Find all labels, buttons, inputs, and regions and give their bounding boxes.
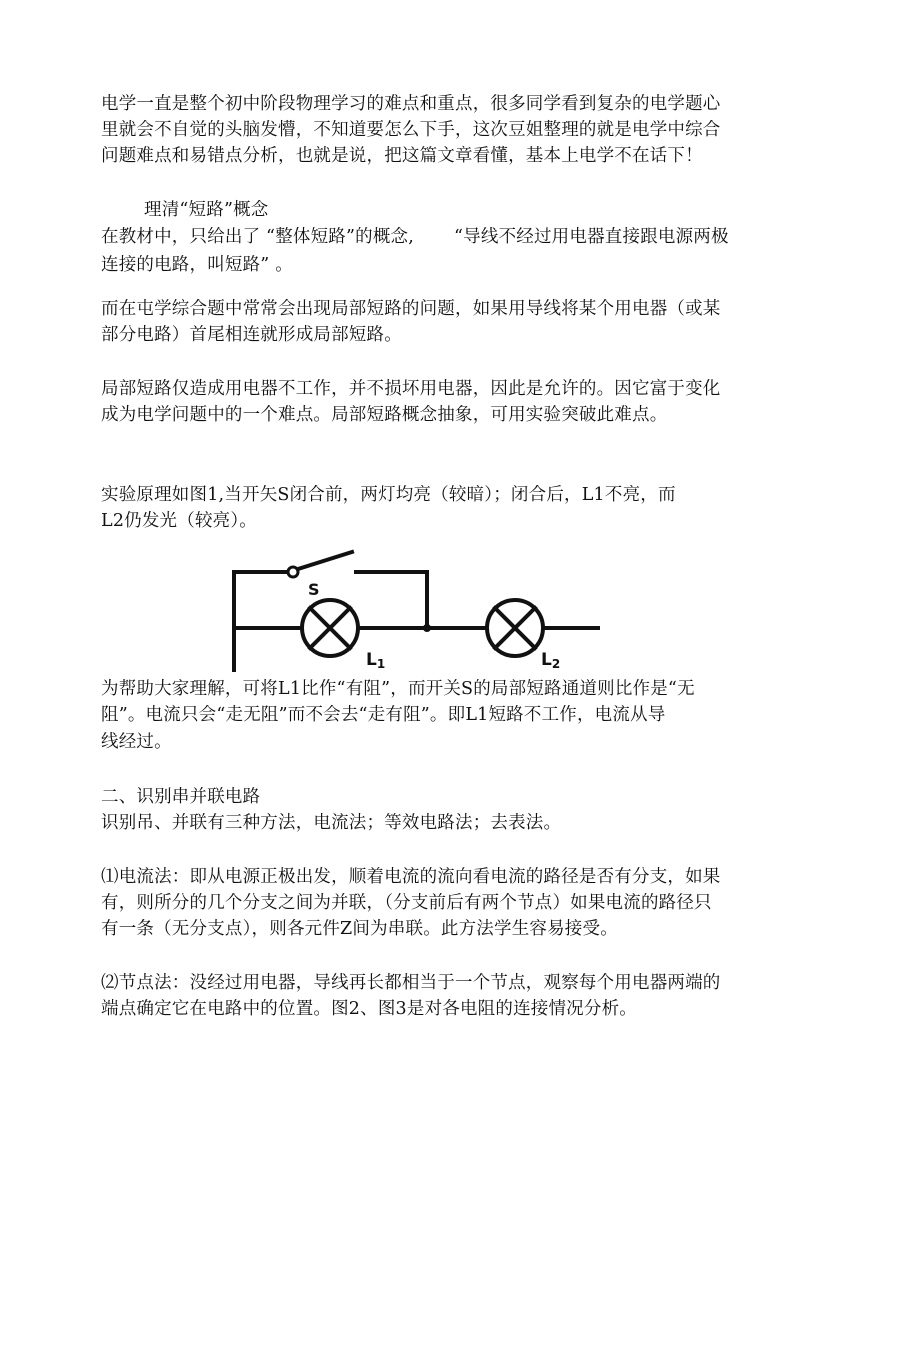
text-line: 部分电路）首尾相连就形成局部短路。	[101, 325, 402, 345]
lamp2-label: L2	[541, 650, 561, 671]
text-line: 而在屯学综合题中常常会出现局部短路的问题，如果用导线将某个用电器（或某	[101, 299, 721, 319]
junction-node	[423, 624, 431, 632]
text-line: 里就会不自觉的头脑发懵，不知道要怎么下手，这次豆姐整理的就是电学中综合	[101, 120, 721, 140]
text-line: ⑵节点法：没经过用电器，导线再长都相当于一个节点，观察每个用电器两端的	[101, 973, 721, 993]
text-line: 端点确定它在电路中的位置。图2、图3是对各电阻的连接情况分析。	[101, 999, 637, 1019]
text-line: 实验原理如图1,当开矢S闭合前，两灯均亮（较暗）；闭合后，L1不亮，而	[101, 485, 676, 505]
text-line: 识别吊、并联有三种方法，电流法；等效电路法；去表法。	[101, 813, 562, 833]
circuit-diagram-figure-1	[228, 545, 600, 672]
section-heading: 理清“短路”概念	[144, 200, 269, 220]
text-line: 连接的电路，叫短路” 。	[101, 255, 293, 275]
text-line: 局部短路仅造成用电器不工作，并不损坏用电器，因此是允许的。因它富于变化	[101, 379, 721, 399]
text-line: 成为电学问题中的一个难点。局部短路概念抽象，可用实验突破此难点。	[101, 405, 668, 425]
text-line: L2仍发光（较亮）。	[101, 511, 258, 531]
text-line: 阻”。电流只会“走无阻”而不会去“走有阻”。即L1短路不工作，电流从导	[101, 705, 666, 725]
text-line: 线经过。	[101, 732, 172, 752]
text-line: 有，则所分的几个分支之间为并联，（分支前后有两个节点）如果电流的路径只	[101, 893, 712, 913]
switch-label: S	[308, 580, 320, 599]
lamp1-label: L1	[366, 650, 386, 671]
section-heading: 二、识别串并联电路	[101, 787, 261, 807]
text-line: 为帮助大家理解，可将L1比作“有阻”，而开关S的局部短路通道则比作是“无	[101, 679, 695, 699]
switch-terminal	[288, 567, 298, 577]
switch-blade	[298, 552, 352, 569]
text-line: ⑴电流法：即从电源正极出发，顺着电流的流向看电流的路径是否有分支，如果	[101, 867, 721, 887]
text-line: 有一条（无分支点），则各元件Z间为串联。此方法学生容易接受。	[101, 919, 618, 939]
text-span: 在教材中，只给出了 “整体短路”的概念,	[101, 227, 415, 247]
text-line: 电学一直是整个初中阶段物理学习的难点和重点，很多同学看到复杂的电学题心	[101, 94, 721, 114]
text-line: 问题难点和易错点分析，也就是说，把这篇文章看懂，基本上电学不在话下！	[101, 146, 703, 166]
text-span: “导线不经过用电器直接跟电源两极	[454, 227, 729, 247]
text-line	[101, 224, 729, 250]
